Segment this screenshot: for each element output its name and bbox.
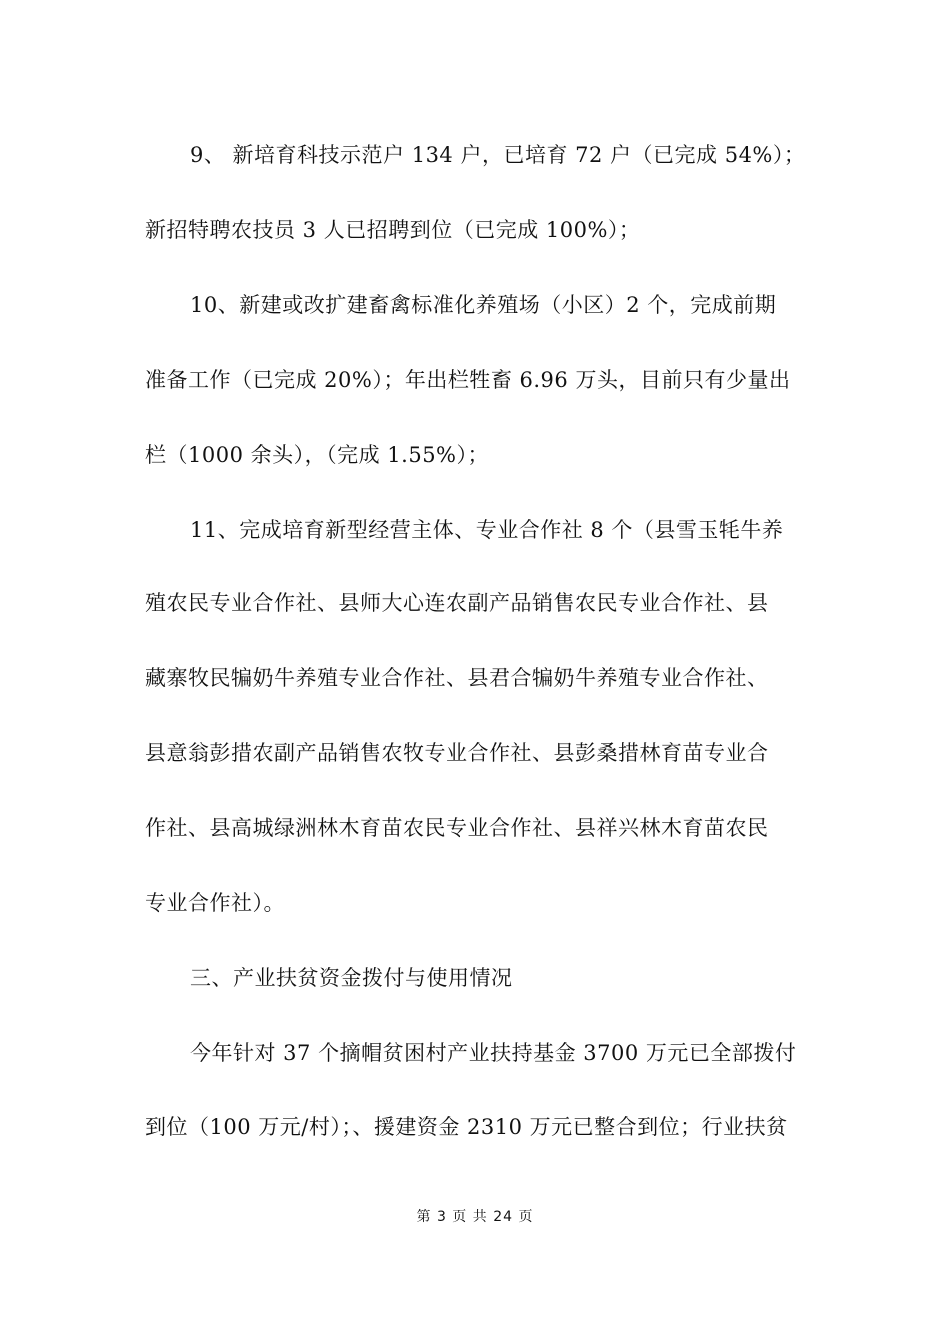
section-heading: 三、产业扶贫资金拨付与使用情况 [190, 966, 513, 990]
paragraph-line: 作社、县高城绿洲林木育苗农民专业合作社、县祥兴林木育苗农民 [145, 816, 769, 840]
paragraph-line: 到位（100 万元/村）；、援建资金 2310 万元已整合到位；行业扶贫 [145, 1115, 788, 1139]
paragraph-line: 新招特聘农技员 3 人已招聘到位（已完成 100%）； [145, 218, 641, 242]
paragraph-line: 11、完成培育新型经营主体、专业合作社 8 个（县雪玉牦牛养 [190, 518, 784, 542]
paragraph-line: 专业合作社）。 [145, 891, 285, 915]
paragraph-line: 9、 新培育科技示范户 134 户，已培育 72 户（已完成 54%）； [190, 143, 806, 167]
page-number-footer: 第 3 页 共 24 页 [416, 1209, 534, 1225]
paragraph-line: 今年针对 37 个摘帽贫困村产业扶持基金 3700 万元已全部拨付 [190, 1041, 797, 1065]
paragraph-line: 藏寨牧民犏奶牛养殖专业合作社、县君合犏奶牛养殖专业合作社、 [145, 666, 769, 690]
paragraph-line: 栏（1000 余头），（完成 1.55%）； [145, 443, 490, 467]
paragraph-line: 10、新建或改扩建畜禽标准化养殖场（小区）2 个，完成前期 [190, 293, 777, 317]
paragraph-line: 县意翁彭措农副产品销售农牧专业合作社、县彭桑措林育苗专业合 [145, 741, 769, 765]
paragraph-line: 准备工作（已完成 20%）；年出栏牲畜 6.96 万头，目前只有少量出 [145, 368, 791, 392]
paragraph-line: 殖农民专业合作社、县师大心连农副产品销售农民专业合作社、县 [145, 591, 769, 615]
